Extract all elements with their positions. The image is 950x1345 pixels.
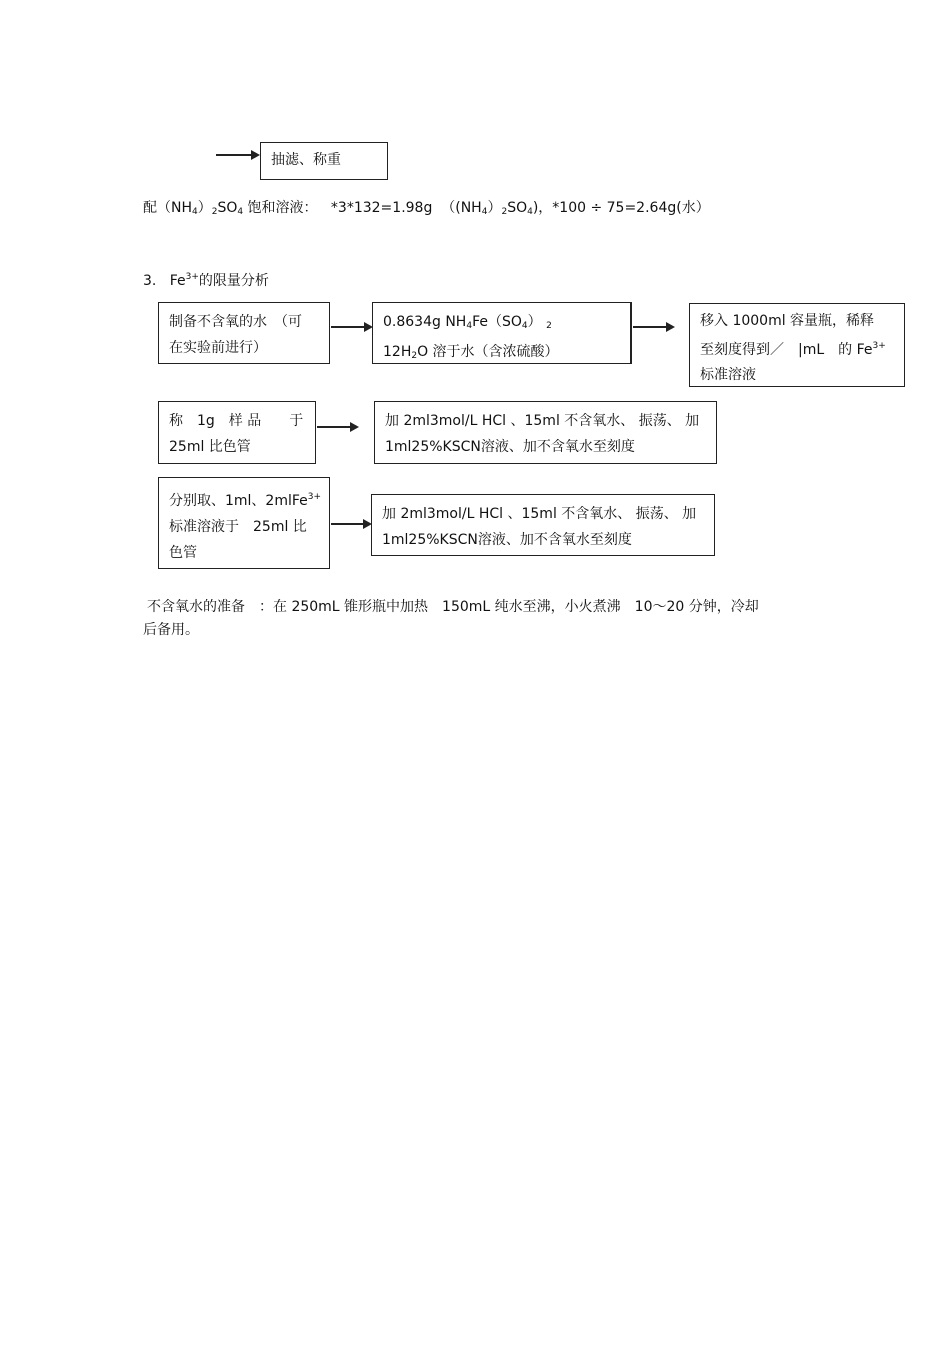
weigh-sample-box: 称 1g 样 品 于 25ml 比色管	[158, 401, 316, 464]
note-line-1: 不含氧水的准备 ：在 250mL 锥形瓶中加热 150mL 纯水至沸，小火煮沸 10～20 分钟，冷却	[147, 599, 759, 615]
section-heading: 3. $Fe^{3+}$的限量分析	[143, 272, 269, 289]
arrow-row1-a	[331, 326, 371, 328]
standard-reagent-box: 加 2ml3mol/L HCl 、15ml 不含氧水、 振荡、 加 1ml25%KSCN溶液、加不含氧水至刻度	[371, 494, 715, 556]
arrow-row3	[331, 523, 370, 525]
prepare-water-box: 制备不含氧的水 （可 在实验前进行）	[158, 302, 330, 364]
arrow-to-filter	[216, 154, 258, 156]
sample-reagent-box: 加 2ml3mol/L HCl 、15ml 不含氧水、 振荡、 加 1ml25%KSCN溶液、加不含氧水至刻度	[374, 401, 717, 464]
standard-aliquot-box: 分别取、1ml、2mlFe$^{3+}$ 标准溶液于 25ml 比 色管	[158, 477, 330, 569]
note-line-2: 后备用。	[143, 622, 199, 638]
section-number: 3.	[143, 273, 157, 289]
filter-weigh-box	[260, 142, 388, 180]
arrow-row2	[317, 426, 357, 428]
arrow-row1-b	[633, 326, 673, 328]
dissolve-iron-salt-box: 0.8634g $NH_4Fe(SO_4)$ $_2$ $12H_2O$ 溶于水（含浓硫酸）	[372, 302, 632, 364]
standard-solution-box: 移入 1000ml 容量瓶，稀释 至刻度得到／ |mL 的 $Fe^{3+}$ 标准溶液	[689, 303, 905, 387]
section-title: 的限量分析	[198, 273, 269, 289]
formula-line: 配$(NH_4)_2SO_4$ 饱和溶液： *3*132=1.98g $((NH_4)_2SO_4)$，*100 ÷ 75=2.64g(水）	[143, 200, 710, 217]
filter-weigh-label: 抽滤、称重	[271, 152, 341, 168]
